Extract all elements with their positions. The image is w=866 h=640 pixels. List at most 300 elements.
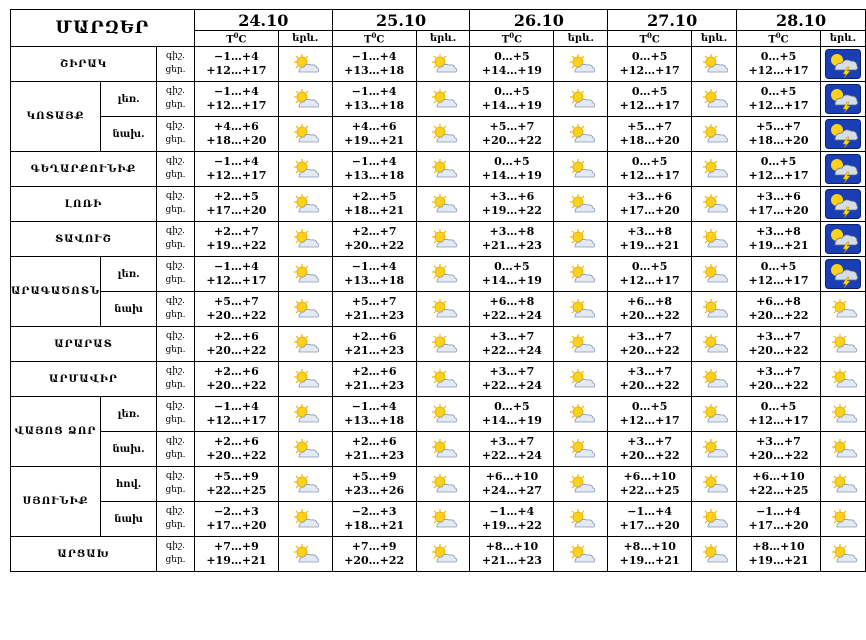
night-label: գիշ. [165,366,185,376]
region-row [11,152,866,187]
night-temperature: +5…+7 [627,120,673,133]
day-temperature: +20…+22 [344,239,405,252]
night-temperature: +3…+7 [489,435,535,448]
weather-cell [554,222,608,257]
day-temperature: +20…+22 [619,344,680,357]
day-night-labels [157,362,195,397]
sun-cloud-icon [566,438,596,460]
region-name: ԱՐԱԳԱԾՈՏՆ [11,257,101,327]
weather-cell [692,187,737,222]
temperature-cell [470,467,554,502]
night-temperature: +7…+9 [214,540,259,553]
night-label: գիշ. [165,436,185,446]
day-temperature: +12…+17 [206,64,267,77]
temperature-cell [737,187,821,222]
weather-cell [554,187,608,222]
weather-cell [278,537,332,572]
weather-cell [278,47,332,82]
day-temperature: +12…+17 [206,99,267,112]
weather-cell [692,82,737,117]
temperature-column-header: $T^0C$ [470,31,554,47]
night-temperature: −1…+4 [351,50,397,63]
night-temperature: −2…+3 [214,505,259,518]
region-row [11,117,866,152]
weather-cell [416,152,470,187]
weather-cell [554,502,608,537]
day-night-labels [157,257,195,292]
day-temperature: +17…+20 [619,519,680,532]
night-temperature: +3…+6 [756,190,801,203]
temperature-cell [470,187,554,222]
weather-cell [820,362,865,397]
temperature-cell [332,467,416,502]
day-temperature: +20…+22 [748,449,809,462]
region-row [11,467,866,502]
night-temperature: +3…+6 [489,190,535,203]
night-temperature: +3…+7 [627,435,673,448]
temperature-cell [608,467,692,502]
region-name: ԳԵՂԱՐՔՈՒՆԻՔ [11,152,157,187]
day-temperature: +14…+19 [481,99,542,112]
temperature-cell [332,257,416,292]
temperature-cell [470,432,554,467]
day-temperature: +17…+20 [206,519,267,532]
night-temperature: +3…+7 [627,365,673,378]
sun-cloud-icon [566,228,596,250]
temperature-cell [194,397,278,432]
day-temperature: +20…+22 [481,134,542,147]
sun-cloud-icon [566,543,596,565]
day-temperature: +17…+20 [748,519,809,532]
temperature-cell [608,327,692,362]
weather-cell [692,222,737,257]
day-temperature: +12…+17 [206,414,267,427]
sun-cloud-icon [828,473,858,495]
weather-cell [820,222,865,257]
weather-cell [692,362,737,397]
day-temperature: +20…+22 [344,554,405,567]
temperature-cell [194,187,278,222]
weather-cell [692,292,737,327]
day-temperature: +22…+24 [481,344,542,357]
sun-cloud-icon [699,368,729,390]
weather-column-header: երև. [554,31,608,47]
day-label: ցեր. [165,205,186,215]
night-label: գիշ. [165,506,185,516]
region-row [11,502,866,537]
day-temperature: +14…+19 [481,169,542,182]
sun-cloud-icon [828,298,858,320]
night-temperature: 0…+5 [631,155,668,168]
temperature-cell [332,502,416,537]
weather-cell [416,187,470,222]
sun-cloud-icon [699,473,729,495]
weather-cell [278,257,332,292]
temperature-cell [737,467,821,502]
temperature-cell [194,152,278,187]
night-temperature: +3…+7 [756,435,801,448]
temperature-cell [737,362,821,397]
night-temperature: +3…+7 [756,330,801,343]
day-temperature: +21…+23 [344,379,405,392]
sun-cloud-icon [428,53,458,75]
day-label: ցեր. [165,170,186,180]
sun-cloud-icon [566,473,596,495]
region-name: ԿՈՏԱՅՔ [11,82,101,152]
weather-cell [692,502,737,537]
night-temperature: 0…+5 [631,260,668,273]
night-label: գիշ. [165,331,185,341]
night-temperature: −1…+4 [351,260,397,273]
sun-cloud-icon [566,333,596,355]
night-temperature: +6…+8 [756,295,801,308]
day-label: ցեր. [165,345,186,355]
day-night-labels [157,292,195,327]
weather-cell [692,467,737,502]
night-temperature: +2…+6 [214,330,259,343]
day-temperature: +20…+22 [619,449,680,462]
weather-cell [416,327,470,362]
temperature-cell [608,502,692,537]
weather-cell [416,117,470,152]
sun-cloud-icon [699,403,729,425]
thunderstorm-icon [825,49,861,79]
day-temperature: +21…+23 [344,449,405,462]
temperature-cell [194,292,278,327]
region-name: ՏԱՎՈՒՇ [11,222,157,257]
day-label: ցեր. [165,100,186,110]
sun-cloud-icon [699,333,729,355]
day-temperature: +13…+18 [344,169,405,182]
thunderstorm-icon [825,119,861,149]
weather-cell [554,117,608,152]
subregion-name: լեռ. [101,257,157,292]
sun-cloud-icon [828,368,858,390]
region-row [11,82,866,117]
temperature-cell [608,222,692,257]
night-temperature: +3…+8 [756,225,801,238]
temperature-cell [470,152,554,187]
day-temperature: +19…+22 [206,239,267,252]
temperature-cell [332,222,416,257]
night-temperature: −1…+4 [351,400,397,413]
sun-cloud-icon [566,368,596,390]
day-temperature: +22…+25 [748,484,809,497]
weather-cell [278,292,332,327]
sun-cloud-icon [428,403,458,425]
date-header: 24.10 [194,10,332,31]
temperature-cell [608,117,692,152]
weather-cell [554,152,608,187]
day-temperature: +13…+18 [344,99,405,112]
day-temperature: +20…+22 [206,309,267,322]
temperature-cell [470,397,554,432]
night-temperature: +7…+9 [351,540,397,553]
day-label: ցեր. [165,450,186,460]
night-label: գիշ. [165,226,185,236]
night-label: գիշ. [165,296,185,306]
day-temperature: +23…+26 [344,484,405,497]
night-temperature: +2…+6 [351,365,397,378]
temperature-cell [332,47,416,82]
weather-column-header: երև. [692,31,737,47]
sun-cloud-icon [699,543,729,565]
night-temperature: +8…+10 [485,540,539,553]
night-temperature: −1…+4 [214,85,259,98]
weather-cell [820,292,865,327]
sun-cloud-icon [290,333,320,355]
day-temperature: +20…+22 [206,344,267,357]
temperature-cell [470,362,554,397]
sun-cloud-icon [828,438,858,460]
night-temperature: 0…+5 [631,50,668,63]
day-temperature: +12…+17 [748,169,809,182]
subregion-name: լեռ. [101,82,157,117]
weather-cell [416,82,470,117]
temperature-cell [194,82,278,117]
sun-cloud-icon [290,193,320,215]
weather-cell [278,82,332,117]
weather-cell [554,537,608,572]
night-temperature: +2…+5 [214,190,259,203]
day-temperature: +19…+21 [619,554,680,567]
day-night-labels [157,222,195,257]
temperature-cell [194,327,278,362]
night-label: գիշ. [165,541,185,551]
day-temperature: +20…+22 [619,309,680,322]
sun-cloud-icon [566,298,596,320]
sun-cloud-icon [428,158,458,180]
day-temperature: +18…+21 [344,204,405,217]
sun-cloud-icon [290,438,320,460]
night-temperature: +2…+6 [214,435,259,448]
region-row [11,222,866,257]
day-temperature: +19…+21 [748,239,809,252]
day-temperature: +12…+17 [748,99,809,112]
temperature-cell [737,432,821,467]
day-temperature: +14…+19 [481,64,542,77]
night-temperature: +2…+6 [214,365,259,378]
weather-cell [554,362,608,397]
weather-cell [820,467,865,502]
date-header: 27.10 [608,10,737,31]
weather-cell [692,117,737,152]
subregion-name: նախ. [101,117,157,152]
sun-cloud-icon [566,88,596,110]
night-temperature: −1…+4 [489,505,535,518]
subregion-name: նախ [101,292,157,327]
temperature-cell [194,502,278,537]
thunderstorm-icon [825,189,861,219]
sun-cloud-icon [428,543,458,565]
day-temperature: +12…+17 [206,169,267,182]
sun-cloud-icon [290,508,320,530]
region-name: ԼՈՌԻ [11,187,157,222]
sun-cloud-icon [828,333,858,355]
day-temperature: +14…+19 [481,274,542,287]
day-temperature: +19…+21 [206,554,267,567]
day-label: ցեր. [165,415,186,425]
region-name: ՍՅՈՒՆԻՔ [11,467,101,537]
day-label: ցեր. [165,275,186,285]
sun-cloud-icon [290,543,320,565]
day-temperature: +12…+17 [619,64,680,77]
thunderstorm-icon [825,84,861,114]
night-temperature: +3…+6 [627,190,673,203]
day-temperature: +19…+22 [481,204,542,217]
temperature-cell [737,257,821,292]
sun-cloud-icon [699,88,729,110]
night-temperature: +5…+7 [351,295,397,308]
night-temperature: −1…+4 [214,50,259,63]
temperature-cell [608,47,692,82]
day-night-labels [157,152,195,187]
day-temperature: +13…+18 [344,414,405,427]
temperature-cell [608,397,692,432]
region-row [11,187,866,222]
date-header: 28.10 [737,10,866,31]
sun-cloud-icon [828,403,858,425]
weather-cell [278,152,332,187]
temperature-cell [332,397,416,432]
temperature-cell [470,327,554,362]
sun-cloud-icon [428,438,458,460]
sun-cloud-icon [828,508,858,530]
night-label: գիշ. [165,86,185,96]
night-temperature: +4…+6 [214,120,259,133]
day-temperature: +12…+17 [748,64,809,77]
day-temperature: +12…+17 [206,274,267,287]
night-label: գիշ. [165,261,185,271]
temperature-cell [332,327,416,362]
night-temperature: +2…+6 [351,330,397,343]
day-temperature: +20…+22 [206,379,267,392]
region-row [11,397,866,432]
night-temperature: +5…+7 [214,295,259,308]
night-temperature: 0…+5 [760,50,797,63]
sun-cloud-icon [290,298,320,320]
night-temperature: +5…+7 [489,120,535,133]
weather-column-header: երև. [820,31,865,47]
region-name: ՇԻՐԱԿ [11,47,157,82]
night-temperature: 0…+5 [631,85,668,98]
sun-cloud-icon [428,193,458,215]
night-temperature: −1…+4 [214,400,259,413]
weather-cell [278,117,332,152]
weather-column-header: երև. [416,31,470,47]
temperature-cell [194,362,278,397]
temperature-cell [332,292,416,327]
night-temperature: −1…+4 [214,155,259,168]
weather-cell [554,467,608,502]
day-temperature: +12…+17 [748,274,809,287]
night-temperature: −1…+4 [214,260,259,273]
temperature-cell [737,292,821,327]
day-temperature: +19…+21 [748,554,809,567]
day-temperature: +20…+22 [619,379,680,392]
temperature-cell [470,222,554,257]
night-label: գիշ. [165,471,185,481]
temperature-cell [332,362,416,397]
sun-cloud-icon [699,193,729,215]
temperature-cell [737,47,821,82]
subregion-name: լեռ. [101,397,157,432]
temperature-cell [470,537,554,572]
region-row [11,537,866,572]
night-temperature: +2…+5 [351,190,397,203]
weather-cell [554,47,608,82]
weather-cell [820,432,865,467]
temperature-cell [608,187,692,222]
temperature-cell [194,257,278,292]
day-temperature: +17…+20 [619,204,680,217]
day-temperature: +12…+17 [748,414,809,427]
sun-cloud-icon [699,263,729,285]
day-night-labels [157,117,195,152]
day-temperature: +20…+22 [748,379,809,392]
weather-cell [692,152,737,187]
night-temperature: −1…+4 [627,505,673,518]
night-temperature: 0…+5 [760,400,797,413]
day-label: ցեր. [165,485,186,495]
weather-cell [416,362,470,397]
temperature-cell [332,187,416,222]
day-temperature: +17…+20 [748,204,809,217]
temperature-column-header: $T^0C$ [737,31,821,47]
sun-cloud-icon [290,368,320,390]
sun-cloud-icon [290,88,320,110]
night-label: գիշ. [165,191,185,201]
temperature-cell [194,432,278,467]
sun-cloud-icon [699,298,729,320]
sun-cloud-icon [290,263,320,285]
thunderstorm-icon [825,154,861,184]
weather-cell [554,397,608,432]
day-temperature: +22…+25 [619,484,680,497]
temperature-cell [194,117,278,152]
night-temperature: +6…+8 [489,295,535,308]
weather-cell [692,537,737,572]
weather-cell [554,82,608,117]
temperature-cell [608,432,692,467]
weather-cell [554,257,608,292]
night-temperature: −1…+4 [756,505,801,518]
weather-cell [692,327,737,362]
weather-column-header: երև. [278,31,332,47]
day-label: ցեր. [165,135,186,145]
weather-cell [820,47,865,82]
day-label: ցեր. [165,240,186,250]
sun-cloud-icon [428,368,458,390]
forecast-wrapper [10,9,866,572]
day-temperature: +18…+20 [206,134,267,147]
weather-cell [820,117,865,152]
thunderstorm-icon [825,259,861,289]
region-name: ՎԱՅՈՑ ՁՈՐ [11,397,101,467]
temperature-column-header: $T^0C$ [608,31,692,47]
weather-cell [278,432,332,467]
night-temperature: +6…+10 [485,470,539,483]
temperature-cell [737,82,821,117]
temperature-cell [194,222,278,257]
region-row [11,327,866,362]
weather-cell [820,187,865,222]
day-night-labels [157,82,195,117]
weather-cell [820,397,865,432]
day-night-labels [157,537,195,572]
night-temperature: 0…+5 [494,50,530,63]
weather-cell [416,47,470,82]
